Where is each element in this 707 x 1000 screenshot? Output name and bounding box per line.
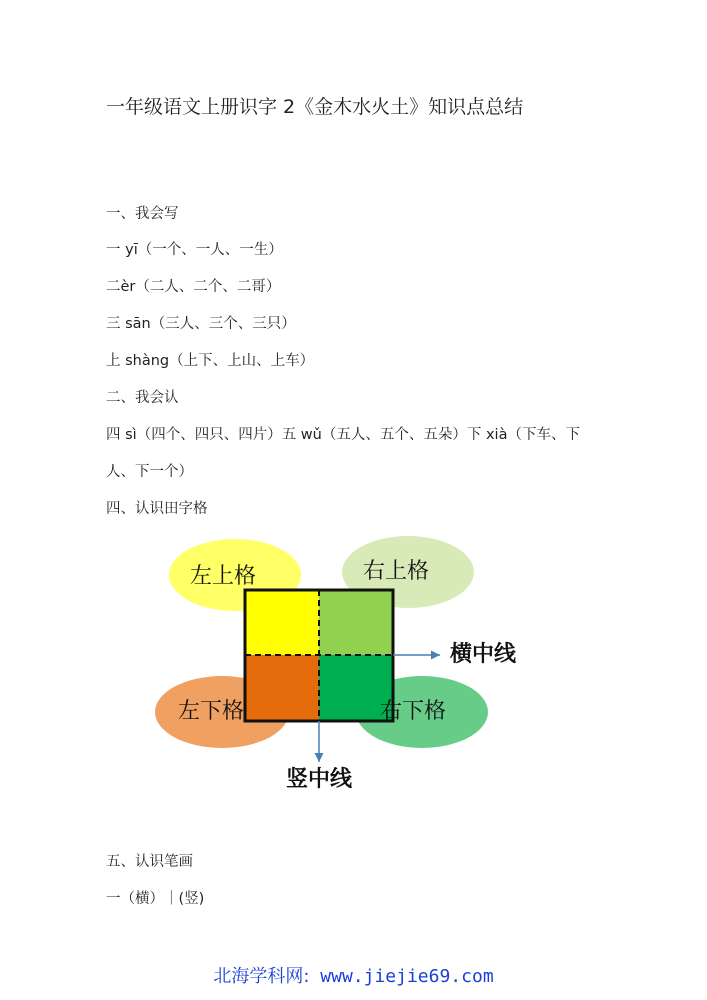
section-heading-recognize: 二、我会认	[106, 390, 179, 406]
cell-top-right	[319, 590, 393, 655]
footer-watermark	[0, 962, 707, 988]
cell-top-left	[245, 590, 319, 655]
page-title: 一年级语文上册识字 2《金木水火土》知识点总结	[106, 96, 524, 118]
footer-url[interactable]: www.jiejie69.com	[320, 966, 494, 987]
strokes-items: 一（横）｜(竖)	[106, 891, 205, 907]
write-item-san: 三 sān（三人、三个、三只）	[106, 316, 296, 332]
label-horizontal-line: 横中线	[450, 642, 517, 667]
recognize-line-2: 人、下一个）	[106, 464, 193, 480]
tianzige-diagram	[150, 530, 550, 800]
write-item-shang: 上 shàng（上下、上山、上车）	[106, 353, 315, 369]
write-item-er: 二èr（二人、二个、二哥）	[106, 279, 281, 295]
write-item-yi: 一 yī（一个、一人、一生）	[106, 242, 283, 258]
footer-site-name: 北海学科网:	[213, 966, 310, 987]
label-bottom-right: 右下格	[380, 699, 447, 724]
section-heading-strokes: 五、认识笔画	[106, 854, 193, 870]
recognize-line-1: 四 sì（四个、四只、四片）五 wǔ（五人、五个、五朵）下 xià（下车、下	[106, 427, 580, 443]
section-heading-tianzige: 四、认识田字格	[106, 501, 208, 517]
label-top-right: 右上格	[363, 559, 430, 584]
label-vertical-line: 竖中线	[286, 767, 353, 792]
label-top-left: 左上格	[190, 564, 257, 589]
label-bottom-left: 左下格	[178, 699, 245, 724]
cell-bottom-left	[245, 655, 319, 721]
section-heading-write: 一、我会写	[106, 206, 179, 222]
